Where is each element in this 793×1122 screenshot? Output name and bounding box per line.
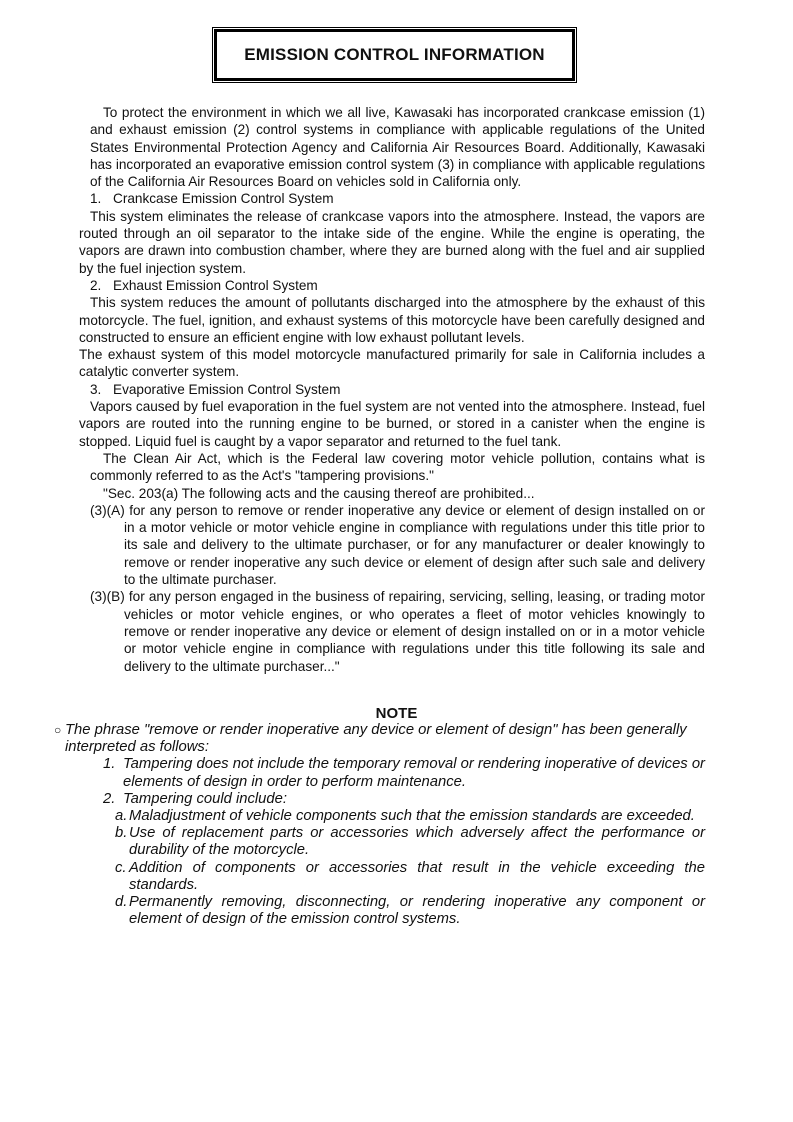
provision-b: (3)(B) for any person engaged in the business of repairing, servicing, selling, leasing, or trading motor vehicles or motor vehicle engines, or who operates a fleet of motor vehicles knowingly to remove or render inoperative any device or element of design installed on or in a motor vehicle or motor vehicle engine in compliance with regulations under this title following its sale and delivery to the ultimate purchaser..." (90, 589, 705, 674)
section-heading-exhaust: 2. Exhaust Emission Control System (90, 277, 318, 293)
document-body (79, 104, 705, 675)
section-heading-crankcase: 1. Crankcase Emission Control System (90, 191, 334, 207)
section-paragraph: This system eliminates the release of crankcase vapors into the atmosphere. Instead, the vapors are routed through an oil separator to the intake side of the engine. While the engine is operating, the vapors are drawn into combustion chamber, where they are burned along with the fuel and air supplied by the fuel injection system. (79, 208, 705, 276)
list-item: b. Use of replacement parts or accessories which adversely affect the performance or durability of the motorcycle. (115, 825, 705, 859)
list-item: c. Addition of components or accessories that result in the vehicle exceeding the standards. (115, 859, 705, 893)
list-item: a. Maladjustment of vehicle components such that the emission standards are exceeded. (115, 808, 695, 825)
list-item: 2. Tampering could include: (103, 790, 287, 807)
note-title: NOTE (375, 705, 418, 722)
section-paragraph: This system reduces the amount of pollutants discharged into the atmosphere by the exhaust of this motorcycle. The fuel, ignition, and exhaust systems of this motorcycle have been carefully designed and constructed to ensure an efficient engine with low exhaust pollutant levels. (79, 295, 705, 345)
note-block (54, 722, 744, 928)
section-heading-evaporative: 3. Evaporative Emission Control System (90, 381, 341, 397)
page-title: EMISSION CONTROL INFORMATION (244, 45, 545, 64)
provision-a: (3)(A) for any person to remove or render inoperative any device or element of design installed on or in a motor vehicle or motor vehicle engine in compliance with regulations under this title prior to its sale and delivery to the ultimate purchaser, or for any manufacturer or dealer knowingly to remove or render inoperative any such device or element of design after such sale and delivery to the ultimate purchaser. (90, 502, 705, 588)
clean-air-act-paragraph: The Clean Air Act, which is the Federal law covering motor vehicle pollution, contains what is commonly referred to as the Act's "tampering provisions." (90, 450, 705, 484)
list-item: 1. Tampering does not include the temporary removal or rendering inoperative of devices or elements of design in order to perform maintenance. (103, 756, 705, 790)
section-paragraph: The exhaust system of this model motorcycle manufactured primarily for sale in California includes a catalytic converter system. (79, 347, 705, 380)
sec-intro: "Sec. 203(a) The following acts and the causing thereof are prohibited... (103, 485, 535, 501)
intro-paragraph: To protect the environment in which we all live, Kawasaki has incorporated crankcase emission (1) and exhaust emission (2) control systems in compliance with applicable regulations of the United States Environmental Protection Agency and California Air Resources Board. Additionally, Kawasaki has incorporated an evaporative emission control system (3) in compliance with applicable regulations of the California Air Resources Board on vehicles sold in California only. (90, 105, 705, 190)
list-item: d. Permanently removing, disconnecting, or rendering inoperative any component or element of design of the emission control systems. (115, 894, 705, 928)
note-lead: The phrase "remove or render inoperative any device or element of design" has been generally interpreted as follows: (65, 722, 687, 756)
section-paragraph: Vapors caused by fuel evaporation in the fuel system are not vented into the atmosphere. Instead, fuel vapors are routed into the running engine to be burned, or stored in a canister when the engine is stopped. Liquid fuel is caught by a vapor separator and returned to the fuel tank. (79, 399, 705, 449)
title-box (214, 29, 575, 81)
circle-bullet-icon: ○ (54, 723, 62, 737)
